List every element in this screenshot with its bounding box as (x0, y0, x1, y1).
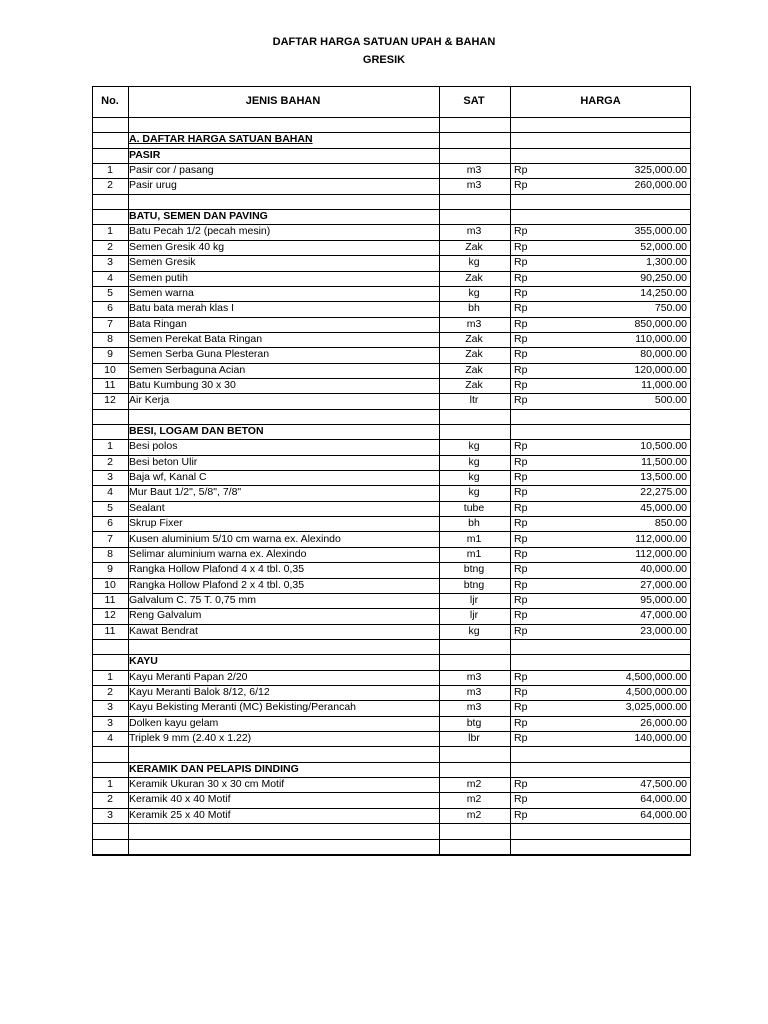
item-name: Dolken kayu gelam (129, 716, 219, 729)
section-row (92, 654, 691, 669)
item-number: 1 (107, 670, 113, 683)
item-name: Kusen aluminium 5/10 cm warna ex. Alexindo (129, 532, 341, 545)
item-unit: bh (468, 517, 480, 530)
table-row (92, 731, 691, 746)
item-unit: Zak (465, 363, 483, 376)
item-unit: m3 (466, 701, 482, 714)
header-sat: SAT (463, 95, 485, 107)
item-price: 26,000.00 (640, 716, 687, 729)
item-number: 2 (107, 240, 113, 253)
item-unit: bh (468, 302, 480, 315)
item-price: 52,000.00 (640, 240, 687, 253)
item-unit: Zak (465, 378, 483, 391)
table-row (92, 532, 691, 547)
item-unit: m2 (466, 793, 482, 806)
item-price: 355,000.00 (634, 225, 687, 238)
item-unit: m3 (466, 179, 482, 192)
currency-label: Rp (514, 624, 528, 637)
item-number: 3 (107, 701, 113, 714)
item-name: Skrup Fixer (129, 517, 183, 530)
item-price: 850.00 (654, 517, 687, 530)
table-row (92, 439, 691, 454)
item-number: 7 (107, 317, 113, 330)
item-price: 22,275.00 (640, 486, 687, 499)
item-unit: m1 (466, 547, 482, 560)
item-price: 14,250.00 (640, 286, 687, 299)
table-row (92, 777, 691, 792)
currency-label: Rp (514, 732, 528, 744)
currency-label: Rp (514, 363, 528, 376)
item-number: 2 (107, 455, 113, 468)
item-price: 11,500.00 (641, 455, 687, 468)
item-price: 500.00 (654, 394, 687, 407)
item-unit: btng (463, 578, 485, 591)
item-unit: kg (468, 486, 480, 499)
item-price: 23,000.00 (640, 624, 687, 637)
table-row (92, 393, 691, 408)
currency-label: Rp (514, 670, 528, 683)
section-title: KERAMIK DAN PELAPIS DINDING (129, 762, 299, 775)
currency-label: Rp (514, 701, 528, 714)
item-name: Kayu Meranti Balok 8/12, 6/12 (129, 685, 270, 698)
item-name: Semen Serba Guna Plesteran (129, 348, 270, 361)
item-unit: m3 (466, 685, 482, 698)
item-price: 1,300.00 (646, 256, 687, 269)
currency-label: Rp (514, 286, 528, 299)
table-row (92, 608, 691, 623)
item-unit: kg (468, 286, 480, 299)
item-unit: ljr (469, 609, 479, 622)
item-name: Pasir cor / pasang (129, 164, 214, 177)
table-row (92, 378, 691, 393)
item-name: Kayu Bekisting Meranti (MC) Bekisting/Perancah (129, 701, 357, 714)
table-row (92, 301, 691, 316)
section-row (92, 209, 691, 224)
item-unit: ljr (469, 593, 479, 606)
item-number: 1 (107, 778, 113, 790)
item-price: 325,000.00 (634, 164, 687, 177)
item-price: 4,500,000.00 (625, 670, 687, 683)
currency-label: Rp (514, 440, 528, 453)
item-name: Batu bata merah klas I (129, 302, 235, 315)
item-name: Rangka Hollow Plafond 4 x 4 tbl. 0,35 (129, 563, 305, 576)
item-number: 4 (107, 271, 113, 284)
header-no: No. (101, 95, 119, 107)
item-number: 11 (104, 378, 116, 391)
item-unit: Zak (465, 332, 483, 345)
section-row (92, 762, 691, 777)
currency-label: Rp (514, 302, 528, 315)
table-row (92, 792, 691, 807)
table-row (92, 578, 691, 593)
item-unit: btng (463, 563, 485, 576)
currency-label: Rp (514, 179, 528, 192)
section-title: KAYU (129, 655, 158, 668)
currency-label: Rp (514, 716, 528, 729)
blank-row (92, 838, 691, 853)
item-number: 1 (107, 440, 113, 453)
item-unit: m3 (466, 317, 482, 330)
item-number: 5 (107, 286, 113, 299)
table-row (92, 317, 691, 332)
item-name: Pasir urug (129, 179, 177, 192)
currency-label: Rp (514, 501, 528, 514)
table-row (92, 240, 691, 255)
currency-label: Rp (514, 256, 528, 269)
currency-label: Rp (514, 471, 528, 484)
item-name: Besi beton Ulir (129, 455, 198, 468)
table-row (92, 255, 691, 270)
item-name: Air Kerja (129, 394, 170, 407)
table-row (92, 286, 691, 301)
table-row (92, 501, 691, 516)
item-price: 47,500.00 (640, 778, 687, 790)
section-row (92, 424, 691, 439)
item-number: 9 (107, 563, 113, 576)
item-name: Keramik 40 x 40 Motif (129, 793, 231, 806)
item-name: Batu Pecah 1/2 (pecah mesin) (129, 225, 271, 238)
item-name: Selimar aluminium warna ex. Alexindo (129, 547, 307, 560)
currency-label: Rp (514, 778, 528, 790)
item-price: 112,000.00 (635, 532, 687, 545)
currency-label: Rp (514, 578, 528, 591)
item-unit: m3 (466, 164, 482, 177)
table-row (92, 163, 691, 178)
currency-label: Rp (514, 793, 528, 806)
item-price: 64,000.00 (640, 808, 687, 821)
table-row (92, 347, 691, 362)
item-unit: Zak (465, 240, 483, 253)
item-unit: kg (468, 256, 480, 269)
item-number: 11 (104, 593, 116, 606)
item-number: 3 (107, 471, 113, 484)
item-unit: ltr (469, 394, 479, 407)
section-title: BESI, LOGAM DAN BETON (129, 425, 264, 437)
item-number: 4 (107, 732, 113, 744)
table-row (92, 700, 691, 715)
table-row (92, 593, 691, 608)
currency-label: Rp (514, 609, 528, 622)
currency-label: Rp (514, 271, 528, 284)
table-row (92, 178, 691, 193)
blank-row (92, 746, 691, 761)
item-price: 27,000.00 (640, 578, 687, 591)
item-name: Semen Serbaguna Acian (129, 363, 246, 376)
item-number: 4 (107, 486, 113, 499)
table-row (92, 271, 691, 286)
item-number: 10 (104, 363, 116, 376)
item-name: Keramik Ukuran 30 x 30 cm Motif (129, 778, 285, 790)
item-price: 260,000.00 (634, 179, 687, 192)
item-unit: tube (463, 501, 485, 514)
item-name: Rangka Hollow Plafond 2 x 4 tbl. 0,35 (129, 578, 305, 591)
item-number: 1 (107, 225, 113, 238)
currency-label: Rp (514, 808, 528, 821)
item-price: 120,000.00 (634, 363, 687, 376)
header-price: HARGA (580, 95, 621, 107)
item-price: 90,250.00 (640, 271, 687, 284)
currency-label: Rp (514, 394, 528, 407)
item-price: 45,000.00 (640, 501, 687, 514)
row-divider (93, 854, 690, 855)
blank-row (92, 639, 691, 654)
table-row (92, 485, 691, 500)
blank-row (92, 194, 691, 209)
item-price: 13,500.00 (640, 471, 687, 484)
currency-label: Rp (514, 317, 528, 330)
section-title: BATU, SEMEN DAN PAVING (129, 210, 268, 223)
table-row (92, 455, 691, 470)
item-name: Baja wf, Kanal C (129, 471, 207, 484)
item-unit: m3 (466, 225, 482, 238)
item-number: 7 (107, 532, 113, 545)
currency-label: Rp (514, 348, 528, 361)
item-number: 11 (104, 624, 116, 637)
item-number: 6 (107, 302, 113, 315)
currency-label: Rp (514, 547, 528, 560)
item-unit: kg (468, 440, 480, 453)
currency-label: Rp (514, 593, 528, 606)
item-name: Reng Galvalum (129, 609, 202, 622)
item-number: 3 (107, 256, 113, 269)
item-price: 850,000.00 (634, 317, 687, 330)
item-number: 8 (107, 332, 113, 345)
table-row (92, 332, 691, 347)
currency-label: Rp (514, 240, 528, 253)
item-number: 2 (107, 685, 113, 698)
item-number: 8 (107, 547, 113, 560)
item-price: 80,000.00 (640, 348, 687, 361)
table-row (92, 363, 691, 378)
table-row (92, 808, 691, 823)
table-row (92, 562, 691, 577)
item-name: Besi polos (129, 440, 178, 453)
item-name: Semen Gresik (129, 256, 196, 269)
item-name: Bata Ringan (129, 317, 187, 330)
item-name: Galvalum C. 75 T. 0,75 mm (129, 593, 257, 606)
item-price: 47,000.00 (640, 609, 687, 622)
item-unit: btg (466, 716, 482, 729)
item-name: Triplek 9 mm (2.40 x 1.22) (129, 732, 252, 744)
section-title: A. DAFTAR HARGA SATUAN BAHAN (129, 133, 313, 146)
item-name: Semen Gresik 40 kg (129, 240, 225, 253)
item-number: 1 (107, 164, 113, 177)
item-unit: kg (468, 624, 480, 637)
header-name: JENIS BAHAN (245, 95, 321, 107)
item-unit: Zak (465, 348, 483, 361)
section-title: PASIR (129, 148, 161, 161)
item-unit: m3 (466, 670, 482, 683)
currency-label: Rp (514, 332, 528, 345)
item-number: 6 (107, 517, 113, 530)
item-name: Kawat Bendrat (129, 624, 198, 637)
table-row (92, 224, 691, 239)
currency-label: Rp (514, 486, 528, 499)
blank-row (92, 409, 691, 424)
table-row (92, 716, 691, 731)
item-price: 140,000.00 (634, 732, 687, 744)
blank-row (92, 117, 691, 132)
item-name: Mur Baut 1/2", 5/8", 7/8" (129, 486, 242, 499)
item-price: 10,500.00 (640, 440, 687, 453)
table-row (92, 547, 691, 562)
item-unit: kg (468, 455, 480, 468)
item-price: 64,000.00 (640, 793, 687, 806)
item-number: 3 (107, 808, 113, 821)
item-name: Kayu Meranti Papan 2/20 (129, 670, 248, 683)
item-price: 4,500,000.00 (625, 685, 687, 698)
table-row (92, 685, 691, 700)
item-unit: m2 (466, 778, 482, 790)
item-price: 40,000.00 (640, 563, 687, 576)
currency-label: Rp (514, 378, 528, 391)
document-title: DAFTAR HARGA SATUAN UPAH & BAHAN (272, 36, 496, 48)
document-subtitle: GRESIK (362, 54, 406, 66)
item-name: Sealant (129, 501, 165, 514)
item-price: 95,000.00 (640, 593, 687, 606)
item-unit: lbr (468, 732, 480, 744)
item-name: Semen Perekat Bata Ringan (129, 332, 263, 345)
item-price: 11,000.00 (641, 378, 687, 391)
item-number: 2 (107, 793, 113, 806)
currency-label: Rp (514, 517, 528, 530)
item-number: 5 (107, 501, 113, 514)
item-price: 112,000.00 (635, 547, 687, 560)
item-number: 12 (104, 394, 116, 407)
item-number: 10 (104, 578, 116, 591)
item-name: Batu Kumbung 30 x 30 (129, 378, 236, 391)
currency-label: Rp (514, 455, 528, 468)
table-header (92, 86, 691, 116)
blank-row (92, 823, 691, 838)
item-name: Keramik 25 x 40 Motif (129, 808, 231, 821)
item-unit: kg (468, 471, 480, 484)
item-unit: m1 (466, 532, 482, 545)
item-name: Semen warna (129, 286, 194, 299)
currency-label: Rp (514, 563, 528, 576)
item-price: 750.00 (654, 302, 687, 315)
table-row (92, 470, 691, 485)
item-number: 12 (104, 609, 116, 622)
currency-label: Rp (514, 685, 528, 698)
item-unit: Zak (465, 271, 483, 284)
table-row (92, 670, 691, 685)
table-row (92, 624, 691, 639)
currency-label: Rp (514, 164, 528, 177)
item-price: 110,000.00 (635, 332, 687, 345)
item-price: 3,025,000.00 (625, 701, 687, 714)
table-row (92, 516, 691, 531)
item-name: Semen putih (129, 271, 188, 284)
item-number: 9 (107, 348, 113, 361)
item-unit: m2 (466, 808, 482, 821)
item-number: 3 (107, 716, 113, 729)
currency-label: Rp (514, 532, 528, 545)
section-row (92, 148, 691, 163)
item-number: 2 (107, 179, 113, 192)
currency-label: Rp (514, 225, 528, 238)
section-row (92, 132, 691, 147)
